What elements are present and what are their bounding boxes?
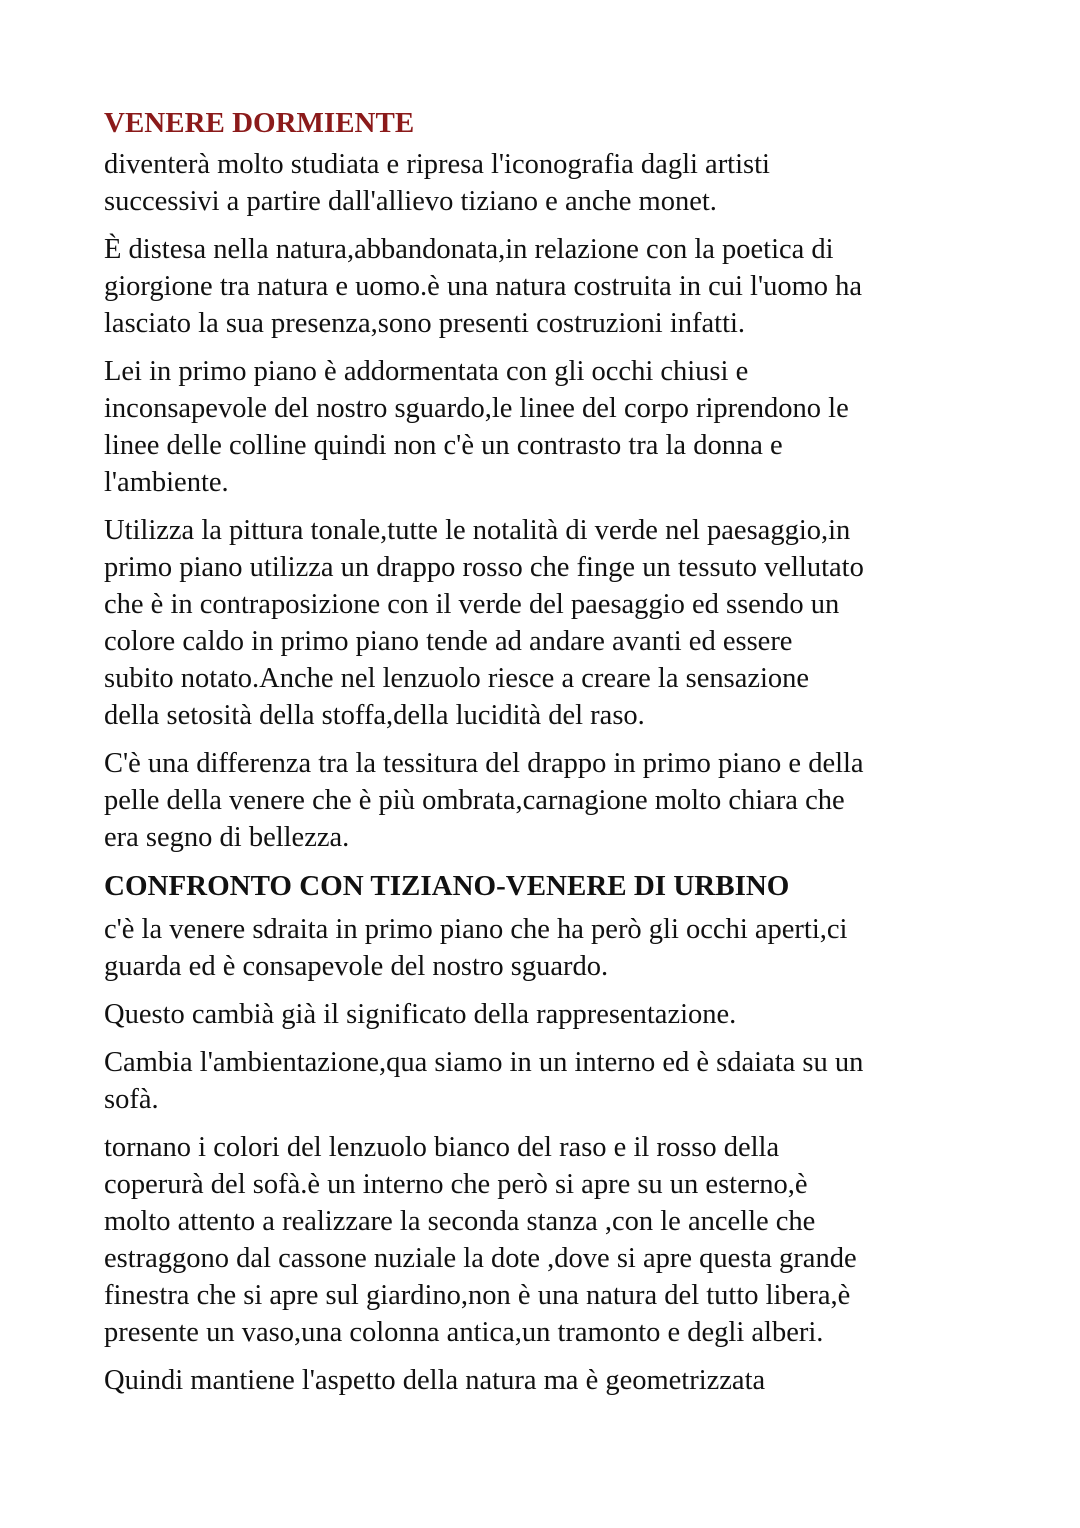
text-line: estraggono dal cassone nuziale la dote ,dove si apre questa grande (104, 1243, 857, 1274)
text-line: diventerà molto studiata e ripresa l'iconografia dagli artisti (104, 149, 770, 180)
text-line: Utilizza la pittura tonale,tutte le notalità di verde nel paesaggio,in (104, 515, 851, 546)
section-title-confronto: CONFRONTO CON TIZIANO-VENERE DI URBINO (104, 870, 790, 902)
text-line: Cambia l'ambientazione,qua siamo in un interno ed è sdaiata su un (104, 1047, 864, 1078)
text-line: guarda ed è consapevole del nostro sguardo. (104, 951, 609, 982)
section-venere-dormiente-body (104, 146, 984, 856)
text-line: era segno di bellezza. (104, 822, 350, 853)
text-line: tornano i colori del lenzuolo bianco del raso e il rosso della (104, 1132, 780, 1163)
text-line: l'ambiente. (104, 467, 229, 498)
paragraph (104, 353, 984, 501)
text-line: Quindi mantiene l'aspetto della natura ma è geometrizzata (104, 1365, 766, 1396)
text-line: sofà. (104, 1084, 159, 1115)
text-line: della setosità della stoffa,della lucidità del raso. (104, 700, 645, 731)
paragraph (104, 512, 984, 734)
paragraph (104, 745, 984, 856)
text-line: presente un vaso,una colonna antica,un tramonto e degli alberi. (104, 1317, 824, 1348)
document-page (104, 104, 984, 1410)
text-line: molto attento a realizzare la seconda stanza ,con le ancelle che (104, 1206, 816, 1237)
paragraph (104, 996, 984, 1033)
text-line: lasciato la sua presenza,sono presenti costruzioni infatti. (104, 308, 746, 339)
text-line: c'è la venere sdraita in primo piano che ha però gli occhi aperti,ci (104, 914, 848, 945)
text-line: linee delle colline quindi non c'è un contrasto tra la donna e (104, 430, 783, 461)
text-line: Questo cambià già il significato della rappresentazione. (104, 999, 737, 1030)
text-line: successivi a partire dall'allievo tiziano e anche monet. (104, 186, 717, 217)
text-line: colore caldo in primo piano tende ad andare avanti ed essere (104, 626, 793, 657)
text-line: pelle della venere che è più ombrata,carnagione molto chiara che (104, 785, 845, 816)
text-line: inconsapevole del nostro sguardo,le linee del corpo riprendono le (104, 393, 849, 424)
text-line: finestra che si apre sul giardino,non è una natura del tutto libera,è (104, 1280, 851, 1311)
text-line: coperurà del sofà.è un interno che però si apre su un esterno,è (104, 1169, 808, 1200)
text-line: subito notato.Anche nel lenzuolo riesce a creare la sensazione (104, 663, 810, 694)
text-line: È distesa nella natura,abbandonata,in relazione con la poetica di (104, 234, 834, 265)
paragraph (104, 231, 984, 342)
text-line: giorgione tra natura e uomo.è una natura costruita in cui l'uomo ha (104, 271, 863, 302)
section-confronto-body (104, 911, 984, 1399)
section-title-venere-dormiente: VENERE DORMIENTE (104, 107, 415, 139)
text-line: primo piano utilizza un drappo rosso che finge un tessuto vellutato (104, 552, 864, 583)
text-line: che è in contraposizione con il verde del paesaggio ed ssendo un (104, 589, 840, 620)
paragraph (104, 1044, 984, 1118)
text-line: Lei in primo piano è addormentata con gli occhi chiusi e (104, 356, 749, 387)
text-line: C'è una differenza tra la tessitura del drappo in primo piano e della (104, 748, 864, 779)
paragraph (104, 146, 984, 220)
paragraph (104, 911, 984, 985)
paragraph (104, 1129, 984, 1351)
paragraph (104, 1362, 984, 1399)
